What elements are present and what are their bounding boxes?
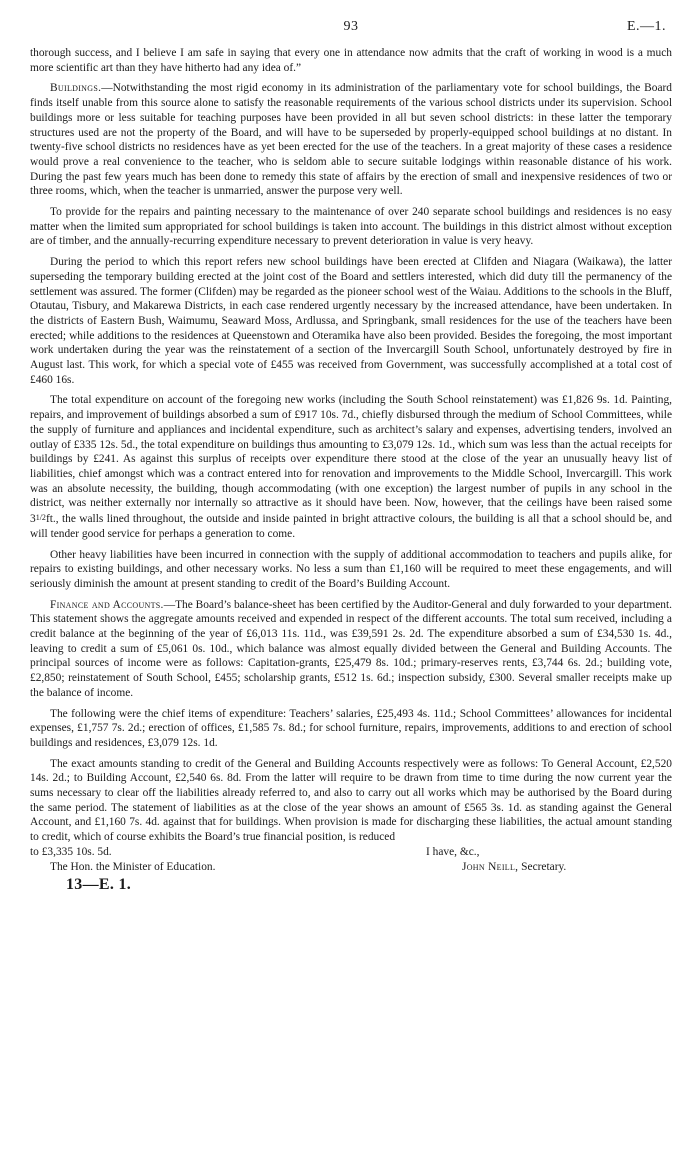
paragraph-quote-end: thorough success, and I believe I am safe in saying that every one in attendance now admits that the craft of working in wood is a much more scientific art than they have hitherto had any idea of.” (30, 47, 672, 74)
page-number: 93 (343, 19, 359, 34)
paragraph-repairs: To provide for the repairs and painting necessary to the maintenance of over 240 separate school buildings and residences is no easy matter when the limited sum appropriated for school buildings is taken into account. The buildings in this district almost without exception are of timber, and the annually-recurring expenditure necessary to prevent deterioration in value is very heavy. (30, 206, 672, 248)
paragraph-expenditure-items: The following were the chief items of expenditure: Teachers’ salaries, £25,493 4s. 11d.; School Committees’ allowances for incidental expenses, £1,757 7s. 2d.; erection of offices, £1,585 7s. 8d.; for school furniture, repairs, improvements, additions to and erection of school buildings and residences, £3,079 12s. 1d. (30, 707, 672, 749)
printer-signature-mark: 13—E. 1. (66, 876, 132, 894)
signature-block (462, 860, 566, 875)
salutation: I have, &c., (426, 845, 480, 858)
closing-row-1 (30, 845, 672, 860)
fraction-half: 1/2 (35, 513, 46, 523)
addressee: The Hon. the Minister of Education. (50, 860, 216, 873)
paragraph-expenditure-part1: The total expenditure on account of the foregoing new works (including the South School reinstatement) was £1,826 9s. 1d. Painting, repairs, and improvement of buildings absorbed a sum of £917 10s. 7d., chiefly disbursed through the medium of School Committees, while the supply of furniture and appliances and incidental expenditure, such as architect’s salary and expenses, advertising tenders, involved an outlay of £335 12s. 5d., the total expenditure on buildings thus amounting to £3,079 12s. 1d., which sum was less than the actual receipts for buildings by £241. As against this surplus of receipts over expenditure there stood at the close of the year an unusually heavy list of liabilities, chief amongst which was a contract entered into for renovation and improvements to the Middle School, Invercargill. This work was an absolute necessity, the building, though accommodating (with one exception) the largest number of pupils in any school in the district, was neither externally nor internally so attractive as it should have been. Now, however, that the ceilings have been raised some 3 (30, 394, 672, 526)
closing-row-2 (30, 860, 672, 875)
paragraph-expenditure-part2: ft., the walls lined throughout, the outside and inside painted in bright attractive colours, the building is all that a school should be, and will tender good service for perhaps a generation to come. (30, 513, 672, 540)
paragraph-finance (30, 598, 672, 701)
paragraph-new-buildings: During the period to which this report refers new school buildings have been erected at Clifden and Niagara (Waikawa), the latter superseding the temporary building erected at the joint cost of the Board and settlers interested, which did duty till the permanency of the settlement was assured. The former (Clifden) may be regarded as the pioneer school west of the Waiau. Additions to the schools in the Bluff, Otautau, Tisbury, and Makarewa Districts, in each case rendered urgently necessary by the increased attendance, have been undertaken. In the districts of Eastern Bush, Waimumu, Seaward Moss, Ardlussa, and Springbank, small residences for the use of the teachers have been erected; while additions to the residences at Queenstown and Oteramika have also been provided. Besides the foregoing, the most important work undertaken during the year was the reinstatement of a section of the Invercargill South School, unfortunately destroyed by fire in August last. This work, for which a special vote of £455 was received from Government, was successfully accomplished at a total cost of £460 16s. (30, 256, 672, 386)
paragraph-finance-body: —The Board’s balance-sheet has been certified by the Auditor-General and duly forwarded to your department. This statement shows the aggregate amounts received and expended in respect of the different accounts. The total sum received, including a credit balance at the beginning of the year of £6,013 11s. 11d., was £39,591 2s. 2d. The expenditure absorbed a sum of £34,530 1s. 4d., leaving to credit a sum of £5,061 0s. 10d., which balance was almost equally divided between the General and Building Accounts. The principal sources of income were as follows: Capitation-grants, £25,479 8s. 10d.; primary-reserves rents, £3,744 6s. 2d.; building vote, £2,850; reinstatement of South School, £455; scholarship grants, £512 1s. 6d.; inspection subsidy, £300. Several smaller receipts make up the balance of income. (30, 598, 672, 699)
section-heading-buildings: Buildings. (50, 82, 102, 95)
paragraph-buildings-body: —Notwithstanding the most rigid economy in its administration of the parliamentary vote for school buildings, the Board finds itself unable from this source alone to satisfy the reasonable requirements of the various school districts under its supervision. School buildings more or less suitable for teaching purposes have been provided in all but seven school districts: in these latter the temporary structures used are not the property of the Board, and will have to be superseded by properly-equipped school buildings at no distant. In twenty-five school districts no residences have as yet been erected for the use of the teachers. In a great majority of these cases a residence would prove a real convenience to the teacher, who is seldom able to secure suitable lodgings within reasonable distance of his work. During the past few years much has been done to remedy this state of affairs by the erection of small and inexpensive residences of two or three rooms, which, when the teacher is unmarried, answer the purpose very well. (30, 82, 672, 198)
page-header (30, 20, 672, 46)
paragraph-expenditure (30, 393, 672, 541)
signatory-name: John Neill, (462, 860, 519, 873)
section-heading-finance: Finance and Accounts. (50, 598, 164, 611)
paragraph-account-balances: The exact amounts standing to credit of the General and Building Accounts respectively were as follows: To General Account, £2,520 14s. 2d.; to Building Account, £2,540 6s. 8d. From the latter will require to be drawn from time to time during the now current year the sums necessary to clear off the liabilities already referred to, and also to carry out all works which may be authorised by the Board during the same period. The statement of liabilities as at the close of the year shows an amount of £565 3s. 1d. as standing against the General Account, and £1,160 7s. 4d. against that for buildings. When provision is made for discharging these liabilities, the actual amount standing to credit, which of course exhibits the Board’s true financial position, is reduced (30, 757, 672, 844)
signatory-title: Secretary. (521, 860, 567, 873)
closing-amount: to £3,335 10s. 5d. (30, 845, 112, 858)
document-reference: E.—1. (626, 19, 666, 34)
paragraph-buildings (30, 81, 672, 199)
paragraph-liabilities: Other heavy liabilities have been incurred in connection with the supply of additional accommodation to teachers and pupils alike, for repairs to existing buildings, and other necessary works. No less a sum than £1,160 will be required to meet these engagements, and will seriously diminish the amount at present standing to credit of the Board’s Building Account. (30, 548, 672, 590)
